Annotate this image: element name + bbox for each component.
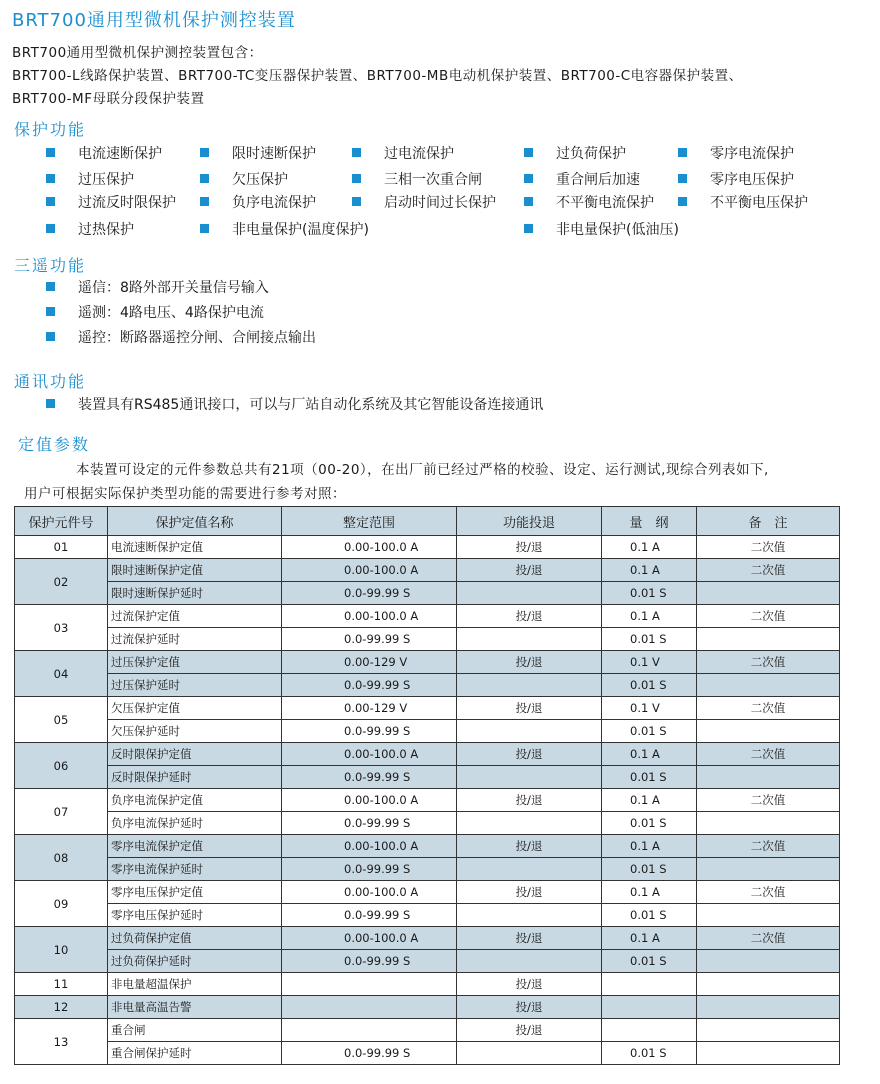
- protection-item: 不平衡电流保护: [524, 192, 654, 212]
- bullet-square-icon: [352, 197, 361, 206]
- table-row: [15, 720, 840, 743]
- protection-item: 过流反时限保护: [46, 192, 176, 212]
- bullet-square-icon: [46, 282, 55, 291]
- table-cell: 零序电压保护定值: [108, 881, 282, 904]
- table-row: [15, 605, 840, 628]
- table-cell: [697, 858, 840, 881]
- table-cell: 0.0-99.99 S: [282, 904, 457, 927]
- table-cell: 二次值: [697, 536, 840, 559]
- table-cell: [457, 904, 602, 927]
- column-header: 整定范围: [282, 507, 457, 536]
- protection-item: 过热保护: [46, 219, 134, 239]
- table-cell: [697, 1042, 840, 1065]
- table-cell: [457, 812, 602, 835]
- bullet-square-icon: [200, 224, 209, 233]
- table-cell: 投/退: [457, 996, 602, 1019]
- table-cell: 0.00-100.0 A: [282, 559, 457, 582]
- table-cell: 投/退: [457, 651, 602, 674]
- protection-item: 限时速断保护: [200, 143, 316, 163]
- table-cell: 0.0-99.99 S: [282, 720, 457, 743]
- table-cell: 0.1 A: [602, 789, 697, 812]
- table-cell: 0.00-100.0 A: [282, 927, 457, 950]
- table-cell: 0.00-129 V: [282, 651, 457, 674]
- table-cell: 0.1 A: [602, 881, 697, 904]
- table-cell: 0.0-99.99 S: [282, 674, 457, 697]
- table-cell: 0.0-99.99 S: [282, 950, 457, 973]
- intro-line-2: BRT700-L线路保护装置、BRT700-TC变压器保护装置、BRT700-MB电动机保护装置、BRT700-C电容器保护装置、: [12, 68, 743, 84]
- protection-item: 非电量保护(温度保护): [200, 219, 369, 239]
- table-row: [15, 835, 840, 858]
- table-cell: 投/退: [457, 536, 602, 559]
- table-row: [15, 743, 840, 766]
- protection-item: 零序电流保护: [678, 143, 794, 163]
- table-row: [15, 697, 840, 720]
- table-cell: 0.0-99.99 S: [282, 858, 457, 881]
- intro-line-3: BRT700-MF母联分段保护装置: [12, 91, 205, 107]
- table-cell: 0.0-99.99 S: [282, 582, 457, 605]
- element-id-cell: 12: [15, 996, 108, 1019]
- bullet-square-icon: [678, 174, 687, 183]
- table-cell: 投/退: [457, 697, 602, 720]
- column-header: 保护定值名称: [108, 507, 282, 536]
- table-cell: 0.01 S: [602, 720, 697, 743]
- table-row: [15, 1019, 840, 1042]
- table-cell: 0.1 A: [602, 605, 697, 628]
- protection-item: 负序电流保护: [200, 192, 316, 212]
- table-row: [15, 996, 840, 1019]
- protection-item: 零序电压保护: [678, 169, 794, 189]
- table-cell: [457, 674, 602, 697]
- table-cell: 过负荷保护延时: [108, 950, 282, 973]
- table-cell: 重合闸: [108, 1019, 282, 1042]
- table-cell: 0.01 S: [602, 674, 697, 697]
- table-cell: 0.0-99.99 S: [282, 628, 457, 651]
- table-cell: [697, 582, 840, 605]
- table-cell: 0.01 S: [602, 904, 697, 927]
- bullet-square-icon: [678, 197, 687, 206]
- table-cell: 0.01 S: [602, 628, 697, 651]
- table-cell: 0.1 V: [602, 651, 697, 674]
- table-cell: 0.0-99.99 S: [282, 1042, 457, 1065]
- table-cell: 反时限保护延时: [108, 766, 282, 789]
- table-row: [15, 559, 840, 582]
- table-cell: [282, 1019, 457, 1042]
- table-cell: 二次值: [697, 927, 840, 950]
- table-cell: 0.00-100.0 A: [282, 536, 457, 559]
- parameter-table: [14, 506, 840, 1065]
- protection-item: 欠压保护: [200, 169, 288, 189]
- bullet-square-icon: [46, 197, 55, 206]
- table-cell: [697, 973, 840, 996]
- table-cell: [697, 674, 840, 697]
- table-cell: 投/退: [457, 881, 602, 904]
- protection-item: 三相一次重合闸: [352, 169, 482, 189]
- protection-item: 过电流保护: [352, 143, 454, 163]
- protection-item: 过负荷保护: [524, 143, 626, 163]
- table-cell: 0.1 V: [602, 697, 697, 720]
- column-header: 备 注: [697, 507, 840, 536]
- table-cell: [457, 1042, 602, 1065]
- protection-item: 启动时间过长保护: [352, 192, 496, 212]
- table-cell: 反时限保护定值: [108, 743, 282, 766]
- table-cell: [697, 812, 840, 835]
- table-cell: 投/退: [457, 743, 602, 766]
- column-header: 量 纲: [602, 507, 697, 536]
- table-cell: 二次值: [697, 559, 840, 582]
- table-cell: 欠压保护定值: [108, 697, 282, 720]
- table-cell: 投/退: [457, 973, 602, 996]
- table-header-row: [15, 507, 840, 536]
- table-cell: 负序电流保护定值: [108, 789, 282, 812]
- table-row: [15, 536, 840, 559]
- table-cell: 0.1 A: [602, 536, 697, 559]
- table-cell: 投/退: [457, 605, 602, 628]
- element-id-cell: 08: [15, 835, 108, 881]
- element-id-cell: 02: [15, 559, 108, 605]
- bullet-square-icon: [352, 174, 361, 183]
- table-row: [15, 881, 840, 904]
- table-cell: 二次值: [697, 789, 840, 812]
- table-cell: 二次值: [697, 605, 840, 628]
- table-row: [15, 858, 840, 881]
- table-cell: 0.1 A: [602, 743, 697, 766]
- bullet-square-icon: [352, 148, 361, 157]
- element-id-cell: 03: [15, 605, 108, 651]
- table-cell: 投/退: [457, 835, 602, 858]
- table-cell: 0.00-100.0 A: [282, 743, 457, 766]
- table-cell: 0.00-100.0 A: [282, 605, 457, 628]
- table-cell: 非电量超温保护: [108, 973, 282, 996]
- table-cell: 欠压保护延时: [108, 720, 282, 743]
- page-title: BRT700通用型微机保护测控装置: [12, 10, 296, 31]
- element-id-cell: 13: [15, 1019, 108, 1065]
- table-cell: 0.00-100.0 A: [282, 881, 457, 904]
- table-cell: [282, 996, 457, 1019]
- table-row: [15, 904, 840, 927]
- remote-heading: 三遥功能: [14, 256, 87, 275]
- element-id-cell: 07: [15, 789, 108, 835]
- table-cell: 二次值: [697, 835, 840, 858]
- table-cell: 0.01 S: [602, 858, 697, 881]
- table-cell: [457, 720, 602, 743]
- table-cell: [697, 720, 840, 743]
- table-cell: [457, 858, 602, 881]
- bullet-square-icon: [46, 224, 55, 233]
- table-cell: 过流保护定值: [108, 605, 282, 628]
- table-cell: 零序电流保护延时: [108, 858, 282, 881]
- protection-item: 重合闸后加速: [524, 169, 640, 189]
- comm-item: 装置具有RS485通讯接口，可以与厂站自动化系统及其它智能设备连接通讯: [46, 394, 543, 414]
- table-cell: [697, 904, 840, 927]
- table-cell: [282, 973, 457, 996]
- table-cell: [602, 996, 697, 1019]
- column-header: 保护元件号: [15, 507, 108, 536]
- element-id-cell: 01: [15, 536, 108, 559]
- bullet-square-icon: [524, 224, 533, 233]
- table-cell: 限时速断保护定值: [108, 559, 282, 582]
- table-cell: 0.00-100.0 A: [282, 789, 457, 812]
- table-cell: [697, 1019, 840, 1042]
- table-cell: [697, 996, 840, 1019]
- table-cell: 零序电压保护延时: [108, 904, 282, 927]
- protection-item: 电流速断保护: [46, 143, 162, 163]
- table-cell: [602, 1019, 697, 1042]
- element-id-cell: 06: [15, 743, 108, 789]
- table-cell: 电流速断保护定值: [108, 536, 282, 559]
- table-cell: 二次值: [697, 881, 840, 904]
- remote-item: 遥测：4路电压、4路保护电流: [46, 302, 264, 322]
- table-cell: 0.01 S: [602, 1042, 697, 1065]
- bullet-square-icon: [524, 148, 533, 157]
- table-cell: [457, 582, 602, 605]
- table-cell: 二次值: [697, 697, 840, 720]
- table-cell: [602, 973, 697, 996]
- table-cell: 过压保护延时: [108, 674, 282, 697]
- table-row: [15, 789, 840, 812]
- table-row: [15, 812, 840, 835]
- table-cell: [697, 950, 840, 973]
- column-header: 功能投退: [457, 507, 602, 536]
- table-cell: 0.0-99.99 S: [282, 766, 457, 789]
- table-cell: 0.01 S: [602, 582, 697, 605]
- table-cell: 零序电流保护定值: [108, 835, 282, 858]
- table-cell: [457, 950, 602, 973]
- table-cell: 0.1 A: [602, 835, 697, 858]
- table-cell: 投/退: [457, 559, 602, 582]
- table-row: [15, 973, 840, 996]
- table-cell: [457, 766, 602, 789]
- protection-item: 过压保护: [46, 169, 134, 189]
- settings-paragraph-2: 用户可根据实际保护类型功能的需要进行参考对照：: [24, 486, 346, 502]
- protection-item: 不平衡电压保护: [678, 192, 808, 212]
- table-cell: 0.01 S: [602, 812, 697, 835]
- bullet-square-icon: [200, 148, 209, 157]
- table-cell: 过负荷保护定值: [108, 927, 282, 950]
- element-id-cell: 05: [15, 697, 108, 743]
- table-cell: 非电量高温告警: [108, 996, 282, 1019]
- protection-heading: 保护功能: [14, 120, 87, 139]
- element-id-cell: 09: [15, 881, 108, 927]
- table-cell: 投/退: [457, 927, 602, 950]
- table-cell: 0.1 A: [602, 559, 697, 582]
- table-cell: 二次值: [697, 651, 840, 674]
- comm-heading: 通讯功能: [14, 372, 87, 391]
- table-row: [15, 651, 840, 674]
- protection-item: 非电量保护(低油压): [524, 219, 679, 239]
- table-cell: 过压保护定值: [108, 651, 282, 674]
- table-cell: 重合闸保护延时: [108, 1042, 282, 1065]
- table-cell: 0.1 A: [602, 927, 697, 950]
- bullet-square-icon: [46, 174, 55, 183]
- bullet-square-icon: [200, 174, 209, 183]
- table-row: [15, 674, 840, 697]
- table-row: [15, 927, 840, 950]
- bullet-square-icon: [46, 399, 55, 408]
- table-row: [15, 950, 840, 973]
- bullet-square-icon: [200, 197, 209, 206]
- bullet-square-icon: [46, 332, 55, 341]
- table-cell: 投/退: [457, 1019, 602, 1042]
- table-row: [15, 1042, 840, 1065]
- intro-line-1: BRT700通用型微机保护测控装置包含：: [12, 45, 263, 61]
- table-cell: 0.00-129 V: [282, 697, 457, 720]
- table-cell: 0.01 S: [602, 766, 697, 789]
- table-cell: [457, 628, 602, 651]
- settings-heading: 定值参数: [18, 435, 91, 454]
- settings-paragraph-1: 本装置可设定的元件参数总共有21项（00-20），在出厂前已经过严格的校验、设定、运行测试,现综合列表如下,: [76, 462, 769, 478]
- table-cell: 限时速断保护延时: [108, 582, 282, 605]
- table-cell: [697, 766, 840, 789]
- table-row: [15, 628, 840, 651]
- table-cell: 0.00-100.0 A: [282, 835, 457, 858]
- bullet-square-icon: [524, 197, 533, 206]
- bullet-square-icon: [46, 148, 55, 157]
- table-row: [15, 766, 840, 789]
- table-cell: [697, 628, 840, 651]
- remote-item: 遥控：断路器遥控分闸、合闸接点输出: [46, 327, 316, 347]
- table-cell: 负序电流保护延时: [108, 812, 282, 835]
- remote-item: 遥信：8路外部开关量信号输入: [46, 277, 269, 297]
- element-id-cell: 11: [15, 973, 108, 996]
- table-cell: 投/退: [457, 789, 602, 812]
- table-cell: 0.0-99.99 S: [282, 812, 457, 835]
- bullet-square-icon: [46, 307, 55, 316]
- bullet-square-icon: [678, 148, 687, 157]
- table-cell: 过流保护延时: [108, 628, 282, 651]
- element-id-cell: 04: [15, 651, 108, 697]
- table-cell: 0.01 S: [602, 950, 697, 973]
- table-row: [15, 582, 840, 605]
- element-id-cell: 10: [15, 927, 108, 973]
- table-cell: 二次值: [697, 743, 840, 766]
- bullet-square-icon: [524, 174, 533, 183]
